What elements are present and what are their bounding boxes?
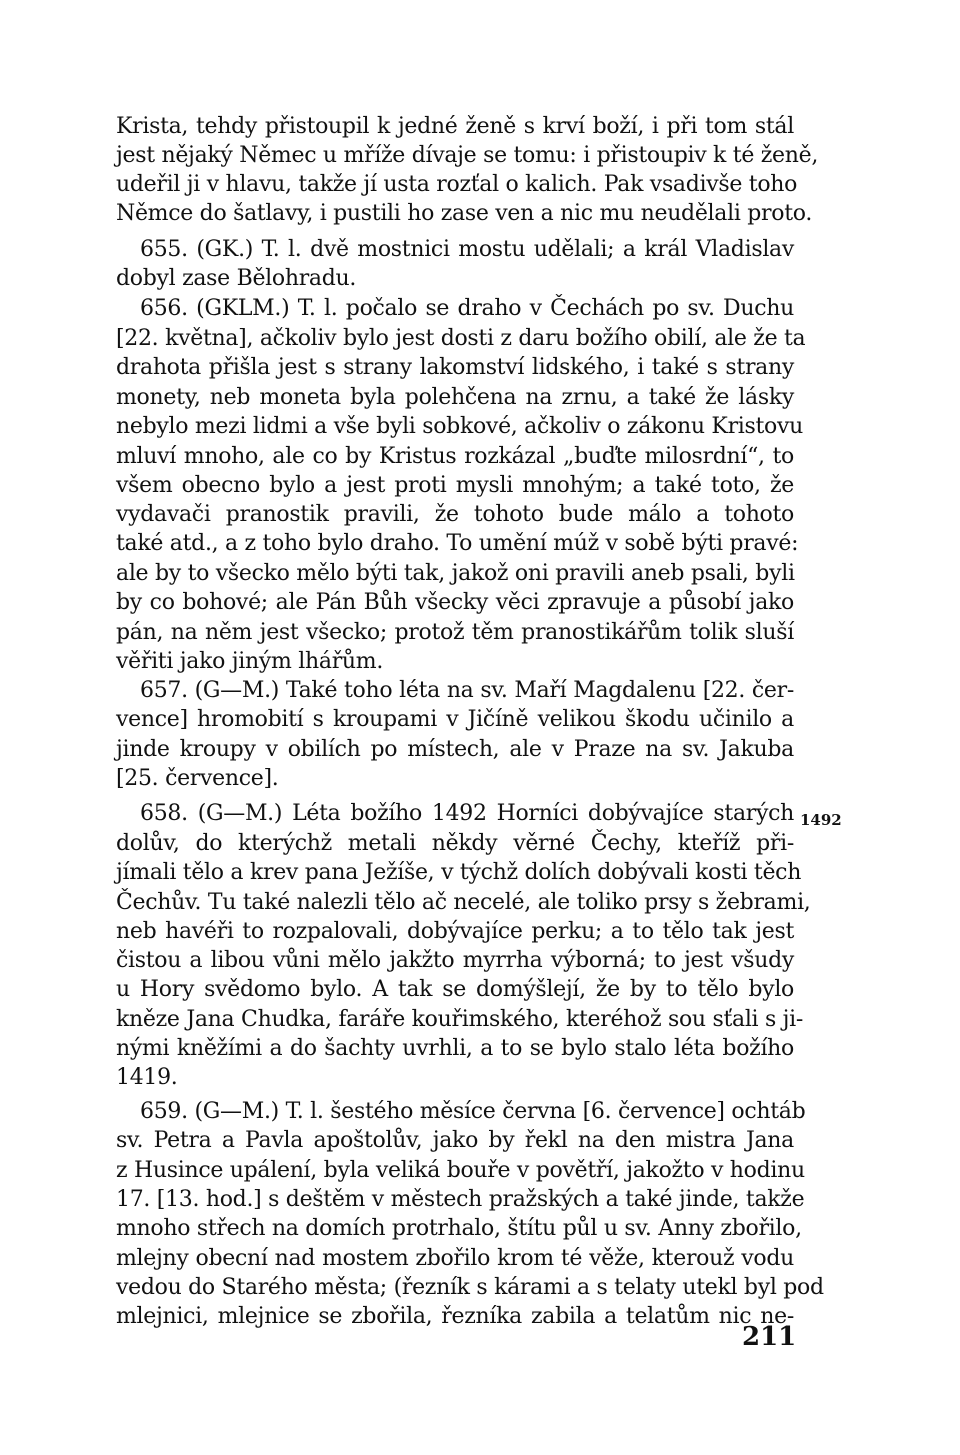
text-line: mluví mnoho, ale co by Kristus rozkázal „buďte milosrdní“, to bbox=[116, 444, 794, 469]
text-line: jímali tělo a krev pana Ježíše, v týchž dolích dobývali kosti těch bbox=[116, 860, 802, 885]
text-line: sv. Petra a Pavla apoštolův, jako by řekl na den mistra Jana bbox=[116, 1128, 794, 1153]
text-line: pán, na něm jest všecko; protož těm pranostikářům tolik sluší bbox=[116, 620, 794, 645]
text-line: drahota přišla jest s strany lakomství lidského, i také s strany bbox=[116, 355, 794, 380]
text-line: kněze Jana Chudka, faráře kouřimského, kteréhož sou sťali s ji- bbox=[116, 1007, 804, 1032]
text-line: čistou a libou vůni mělo jakžto myrrha výborná; to jest všudy bbox=[116, 948, 794, 973]
text-line: vedou do Starého města; (řezník s kárami a s telaty utekl byl pod bbox=[116, 1275, 824, 1300]
text-line: vydavači pranostik pravili, že tohoto bude málo a tohoto bbox=[116, 502, 794, 527]
margin-year-note: 1492 bbox=[800, 811, 842, 829]
text-line: 658. (G—M.) Léta božího 1492 Horníci dobývajíce starých bbox=[140, 801, 794, 826]
text-line: nými kněžími a do šachty uvrhli, a to se bylo stalo léta božího bbox=[116, 1036, 794, 1061]
text-line: by co bohové; ale Pán Bůh všecky věci zpravuje a působí jako bbox=[116, 590, 794, 615]
text-line: jinde kroupy v obilích po místech, ale v Praze na sv. Jakuba bbox=[116, 737, 794, 762]
text-line: monety, neb moneta byla polehčena na zrnu, a také že lásky bbox=[116, 385, 794, 410]
text-line: také atd., a z toho bylo draho. To umění múž v sobě býti pravé: bbox=[116, 531, 799, 556]
text-line: neb havéři to rozpalovali, dobývajíce perku; a to tělo tak jest bbox=[116, 919, 794, 944]
text-line: 17. [13. hod.] s deštěm v městech pražských a také jinde, takže bbox=[116, 1187, 805, 1212]
text-line: vence] hromobití s kroupami v Jičíně velikou škodu učinilo a bbox=[116, 707, 794, 732]
text-line: dobyl zase Bělohradu. bbox=[116, 266, 357, 291]
text-line: Němce do šatlavy, i pustili ho zase ven a nic mu neudělali proto. bbox=[116, 201, 813, 226]
text-line: 655. (GK.) T. l. dvě mostnici mostu udělali; a král Vladislav bbox=[140, 237, 794, 262]
text-line: 656. (GKLM.) T. l. počalo se draho v Čechách po sv. Duchu bbox=[140, 296, 794, 321]
text-line: dolův, do kterýchž metali někdy věrné Čechy, kteříž při- bbox=[116, 831, 794, 856]
text-line: z Husince upálení, byla veliká bouře v povětří, jakožto v hodinu bbox=[116, 1158, 805, 1183]
text-line: věřiti jako jiným lhářům. bbox=[116, 649, 384, 674]
text-line: Krista, tehdy přistoupil k jedné ženě s krví boží, i při tom stál bbox=[116, 114, 794, 139]
text-line: udeřil ji v hlavu, takže jí usta rozťal o kalich. Pak vsadivše toho bbox=[116, 172, 798, 197]
text-line: [22. května], ačkoliv bylo jest dosti z daru božího obilí, ale že ta bbox=[116, 326, 806, 351]
text-line: nebylo mezi lidmi a vše byli sobkové, ačkoliv o zákonu Kristovu bbox=[116, 414, 803, 439]
text-line: 657. (G—M.) Také toho léta na sv. Maří Magdalenu [22. čer- bbox=[140, 678, 794, 703]
text-line: mlejnici, mlejnice se zbořila, řezníka zabila a telatům nic ne- bbox=[116, 1304, 794, 1329]
text-line: všem obecno bylo a jest proti mysli mnohým; a také toto, že bbox=[116, 473, 794, 498]
page-number: 211 bbox=[742, 1322, 797, 1352]
text-line: Čechův. Tu také nalezli tělo ač necelé, ale toliko prsy s žebrami, bbox=[116, 890, 811, 915]
text-line: ale by to všecko mělo býti tak, jakož oni pravili aneb psali, byli bbox=[116, 561, 795, 586]
text-line: 659. (G—M.) T. l. šestého měsíce června [6. července] ochtáb bbox=[140, 1099, 806, 1124]
text-line: jest nějaký Němec u mříže dívaje se tomu: i přistoupiv k té ženě, bbox=[116, 143, 819, 168]
text-line: 1419. bbox=[116, 1065, 178, 1090]
text-line: u Hory svědomo bylo. A tak se domýšlejí, že by to tělo bylo bbox=[116, 977, 794, 1002]
text-line: [25. července]. bbox=[116, 766, 279, 791]
text-line: mnoho střech na domích protrhalo, štítu půl u sv. Anny zbořilo, bbox=[116, 1216, 802, 1241]
text-line: mlejny obecní nad mostem zbořilo krom té věže, kterouž vodu bbox=[116, 1246, 794, 1271]
